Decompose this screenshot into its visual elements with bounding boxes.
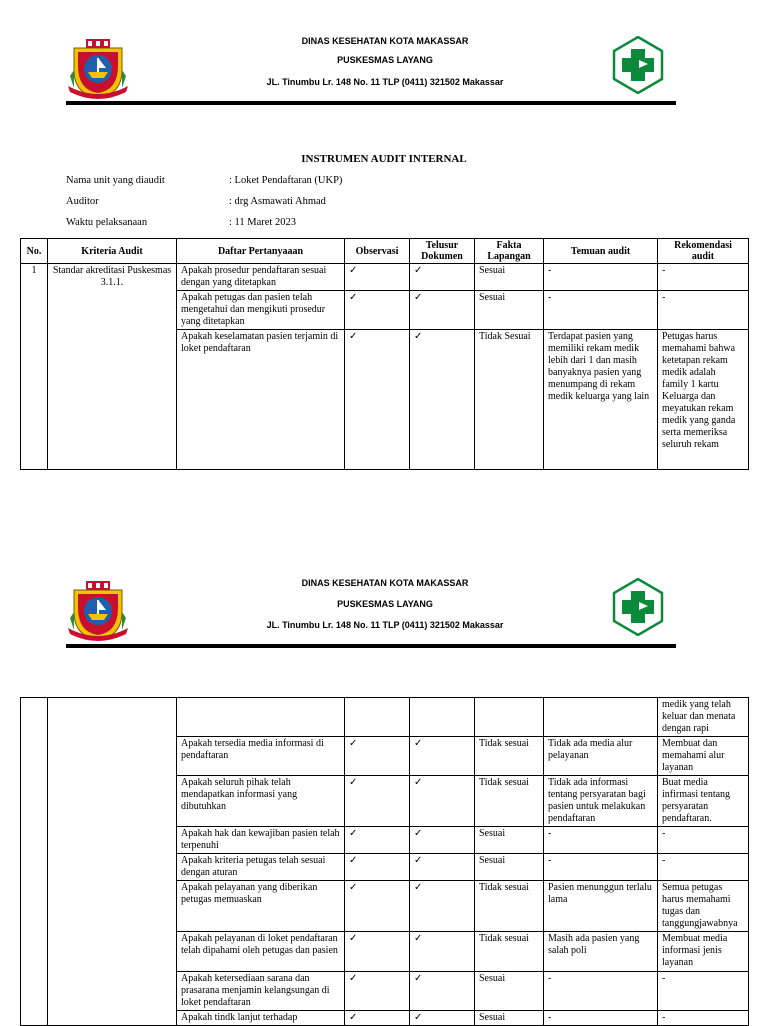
- table-row: [21, 698, 749, 737]
- meta-value-date: : 11 Maret 2023: [229, 217, 296, 228]
- fakta-cell: Tidak sesuai: [475, 881, 544, 932]
- fakta-cell: Sesuai: [475, 827, 544, 854]
- rekomendasi-cell: Buat media infirmasi tentang persyaratan pendaftaran.: [658, 776, 749, 827]
- criteria-cell: [48, 698, 177, 1026]
- temuan-cell: Terdapat pasien yang memiliki rekam medik lebih dari 1 dan masih banyaknya pasien yang menumpang di rekam medik keluarga yang lain: [544, 330, 658, 470]
- fakta-cell: Sesuai: [475, 972, 544, 1011]
- observasi-check: ✓: [345, 932, 410, 972]
- rekomendasi-cell: Membuat dan memahami alur layanan: [658, 737, 749, 776]
- telusur-check: [410, 698, 475, 737]
- observasi-check: ✓: [345, 854, 410, 881]
- observasi-check: ✓: [345, 1011, 410, 1026]
- temuan-cell: Masih ada pasien yang salah poli: [544, 932, 658, 972]
- telusur-check: ✓: [410, 932, 475, 972]
- temuan-cell: -: [544, 972, 658, 1011]
- fakta-cell: Tidak Sesuai: [475, 330, 544, 470]
- observasi-check: [345, 698, 410, 737]
- header-kriteria: Kriteria Audit: [48, 239, 177, 264]
- question-cell: Apakah pelayanan di loket pendaftaran telah dipahami oleh petugas dan pasien: [177, 932, 345, 972]
- temuan-cell: -: [544, 291, 658, 330]
- temuan-cell: Pasien menunggun terlalu lama: [544, 881, 658, 932]
- fakta-cell: [475, 698, 544, 737]
- fakta-cell: Tidak sesuai: [475, 776, 544, 827]
- rekomendasi-cell: -: [658, 291, 749, 330]
- fakta-cell: Tidak sesuai: [475, 932, 544, 972]
- fakta-cell: Tidak sesuai: [475, 737, 544, 776]
- observasi-check: ✓: [345, 776, 410, 827]
- telusur-check: ✓: [410, 827, 475, 854]
- meta-value-auditor: : drg Asmawati Ahmad: [229, 196, 326, 207]
- question-cell: Apakah ketersediaan sarana dan prasarana menjamin kelangsungan di loket pendaftaran: [177, 972, 345, 1011]
- address: JL. Tinumbu Lr. 148 No. 11 TLP (0411) 321502 Makassar: [266, 620, 504, 630]
- criteria-cell: Standar akreditasi Puskesmas 3.1.1.: [48, 264, 177, 470]
- telusur-check: ✓: [410, 881, 475, 932]
- meta-label-date: Waktu pelaksanaan: [66, 217, 148, 228]
- rekomendasi-cell: -: [658, 1011, 749, 1026]
- puskesmas-cross-icon: [612, 578, 664, 636]
- puskesmas-cross-icon: [612, 36, 664, 94]
- rekomendasi-cell: medik yang telah keluar dan menata dengan rapi: [658, 698, 749, 737]
- address: JL. Tinumbu Lr. 148 No. 11 TLP (0411) 321502 Makassar: [266, 77, 504, 87]
- row-number: [21, 698, 48, 1026]
- observasi-check: ✓: [345, 881, 410, 932]
- rekomendasi-cell: -: [658, 972, 749, 1011]
- fakta-cell: Sesuai: [475, 291, 544, 330]
- telusur-check: ✓: [410, 776, 475, 827]
- city-emblem-icon: [66, 578, 130, 642]
- telusur-check: ✓: [410, 291, 475, 330]
- question-cell: Apakah prosedur pendaftaran sesuai dengan yang ditetapkan: [177, 264, 345, 291]
- temuan-cell: -: [544, 854, 658, 881]
- header-no: No.: [21, 239, 48, 264]
- observasi-check: ✓: [345, 291, 410, 330]
- question-cell: Apakah keselamatan pasien terjamin di loket pendaftaran: [177, 330, 345, 470]
- table-header-row: [21, 239, 749, 264]
- header-pertanyaan: Daftar Pertanyaaan: [177, 239, 345, 264]
- question-cell: Apakah petugas dan pasien telah mengetahui dan mengikuti prosedur yang ditetapkan: [177, 291, 345, 330]
- question-cell: Apakah pelayanan yang diberikan petugas memuaskan: [177, 881, 345, 932]
- question-cell: Apakah seluruh pihak telah mendapatkan informasi yang dibutuhkan: [177, 776, 345, 827]
- rekomendasi-cell: -: [658, 264, 749, 291]
- agency-name: DINAS KESEHATAN KOTA MAKASSAR: [301, 36, 469, 46]
- header-rekomendasi: Rekomendasi audit: [658, 239, 749, 264]
- puskesmas-name: PUSKESMAS LAYANG: [337, 599, 433, 609]
- document-title: INSTRUMEN AUDIT INTERNAL: [301, 153, 467, 165]
- row-number: 1: [21, 264, 48, 470]
- meta-label-auditor: Auditor: [66, 196, 99, 207]
- observasi-check: ✓: [345, 330, 410, 470]
- telusur-check: ✓: [410, 737, 475, 776]
- table-row: [21, 264, 749, 291]
- letterhead-page1: [0, 36, 768, 146]
- rekomendasi-cell: Membuat media informasi jenis layanan: [658, 932, 749, 972]
- rekomendasi-cell: Semua petugas harus memahami tugas dan tanggungjawabnya: [658, 881, 749, 932]
- letterhead-page2: [0, 578, 768, 688]
- temuan-cell: -: [544, 1011, 658, 1026]
- temuan-cell: Tidak ada informasi tentang persyaratan bagi pasien untuk melakukan pendaftaran: [544, 776, 658, 827]
- meta-value-unit: : Loket Pendaftaran (UKP): [229, 175, 343, 186]
- rekomendasi-cell: Petugas harus memahami bahwa ketetapan rekam medik adalah family 1 kartu Keluarga dan meyatukan rekam medik yang ganda serta memeriksa seluruh rekam: [658, 330, 749, 470]
- city-emblem-icon: [66, 36, 130, 100]
- temuan-cell: -: [544, 827, 658, 854]
- puskesmas-name: PUSKESMAS LAYANG: [337, 55, 433, 65]
- observasi-check: ✓: [345, 972, 410, 1011]
- header-fakta: Fakta Lapangan: [475, 239, 544, 264]
- fakta-cell: Sesuai: [475, 854, 544, 881]
- telusur-check: ✓: [410, 330, 475, 470]
- audit-table-page1: [20, 238, 749, 470]
- temuan-cell: [544, 698, 658, 737]
- header-telusur: Telusur Dokumen: [410, 239, 475, 264]
- question-cell: Apakah hak dan kewajiban pasien telah terpenuhi: [177, 827, 345, 854]
- letterhead-divider: [66, 644, 676, 648]
- fakta-cell: Sesuai: [475, 264, 544, 291]
- rekomendasi-cell: -: [658, 827, 749, 854]
- telusur-check: ✓: [410, 264, 475, 291]
- header-observasi: Observasi: [345, 239, 410, 264]
- telusur-check: ✓: [410, 854, 475, 881]
- meta-label-unit: Nama unit yang diaudit: [66, 175, 165, 186]
- observasi-check: ✓: [345, 737, 410, 776]
- temuan-cell: -: [544, 264, 658, 291]
- rekomendasi-cell: -: [658, 854, 749, 881]
- observasi-check: ✓: [345, 264, 410, 291]
- telusur-check: ✓: [410, 1011, 475, 1026]
- temuan-cell: Tidak ada media alur pelayanan: [544, 737, 658, 776]
- fakta-cell: Sesuai: [475, 1011, 544, 1026]
- question-cell: Apakah tersedia media informasi di pendaftaran: [177, 737, 345, 776]
- header-temuan: Temuan audit: [544, 239, 658, 264]
- telusur-check: ✓: [410, 972, 475, 1011]
- question-cell: Apakah tindk lanjut terhadap: [177, 1011, 345, 1026]
- audit-table-page2: [20, 697, 749, 1026]
- question-cell: [177, 698, 345, 737]
- letterhead-divider: [66, 101, 676, 105]
- question-cell: Apakah kriteria petugas telah sesuai dengan aturan: [177, 854, 345, 881]
- observasi-check: ✓: [345, 827, 410, 854]
- agency-name: DINAS KESEHATAN KOTA MAKASSAR: [301, 578, 469, 588]
